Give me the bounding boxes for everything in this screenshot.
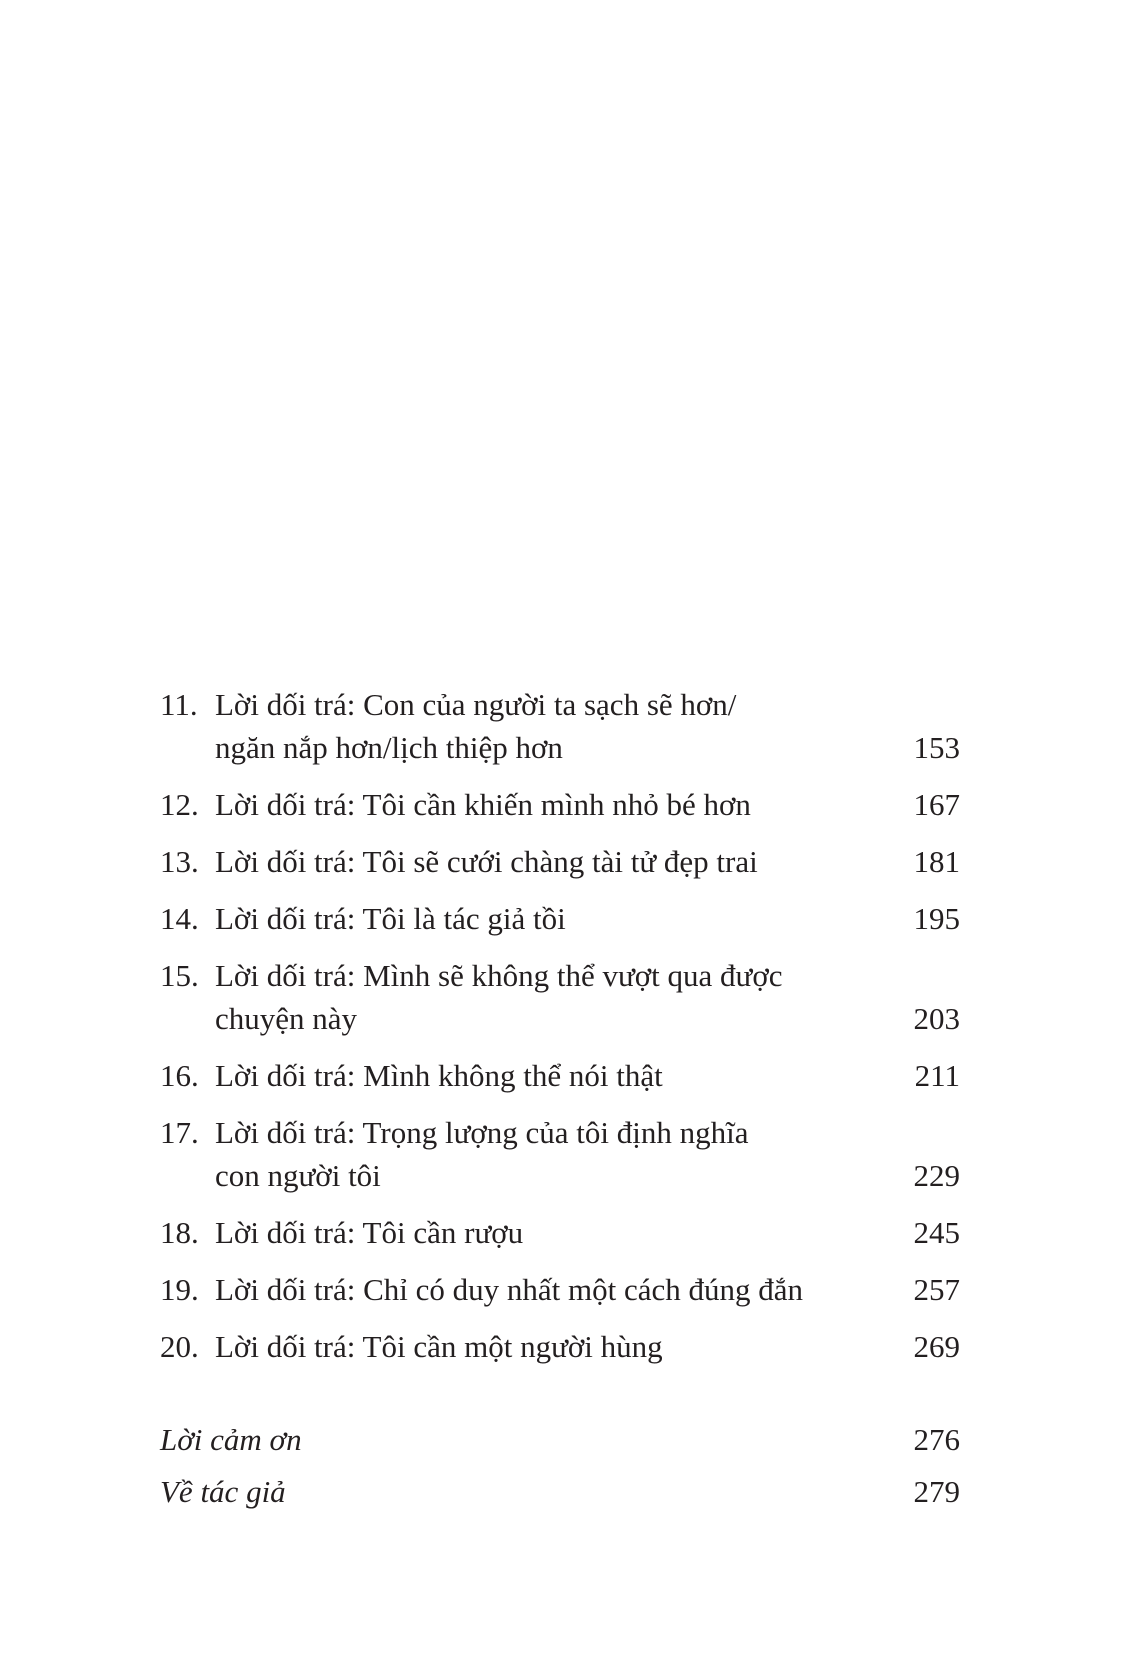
entry-title: Lời dối trá: Mình sẽ không thể vượt qua được xyxy=(215,958,783,993)
back-matter-page-number: 279 xyxy=(913,1474,960,1509)
entry-title-continued: con người tôi xyxy=(215,1158,381,1193)
toc-entry-19 xyxy=(160,1268,960,1311)
entry-page-number: 203 xyxy=(913,1001,960,1036)
entry-number: 15. xyxy=(160,958,199,993)
entry-title: Lời dối trá: Tôi sẽ cưới chàng tài tử đẹp trai xyxy=(215,844,758,879)
entry-title: Lời dối trá: Chỉ có duy nhất một cách đúng đắn xyxy=(215,1272,804,1307)
entry-page-number: 167 xyxy=(913,787,960,822)
entry-title: Lời dối trá: Tôi cần khiến mình nhỏ bé hơn xyxy=(215,787,751,822)
toc-entry-14 xyxy=(160,897,960,940)
entry-page-number: 153 xyxy=(913,730,960,765)
entry-title: Lời dối trá: Tôi cần rượu xyxy=(215,1215,524,1250)
toc-entry-20 xyxy=(160,1325,960,1368)
toc-entry-15 xyxy=(160,954,960,1040)
back-matter-list xyxy=(160,1418,960,1522)
entry-page-number: 245 xyxy=(913,1215,960,1250)
toc-entry-11 xyxy=(160,683,960,769)
entry-page-number: 195 xyxy=(913,901,960,936)
entry-number: 19. xyxy=(160,1272,199,1307)
entry-title: Lời dối trá: Con của người ta sạch sẽ hơn/ xyxy=(215,687,737,722)
toc-entry-18 xyxy=(160,1211,960,1254)
entry-page-number: 257 xyxy=(913,1272,960,1307)
entry-number: 14. xyxy=(160,901,199,936)
entry-title: Lời dối trá: Tôi là tác giả tồi xyxy=(215,901,566,936)
entry-number: 16. xyxy=(160,1058,199,1093)
entry-number: 13. xyxy=(160,844,199,879)
entry-number: 12. xyxy=(160,787,199,822)
entry-title: Lời dối trá: Mình không thể nói thật xyxy=(215,1058,663,1093)
toc-entry-12 xyxy=(160,783,960,826)
back-matter-title: Về tác giả xyxy=(160,1474,286,1509)
toc-entry-13 xyxy=(160,840,960,883)
entry-title-continued: chuyện này xyxy=(215,1001,358,1036)
entry-page-number: 269 xyxy=(913,1329,960,1364)
back-matter-page-number: 276 xyxy=(913,1422,960,1457)
entry-page-number: 181 xyxy=(913,844,960,879)
entry-number: 18. xyxy=(160,1215,199,1250)
entry-number: 20. xyxy=(160,1329,199,1364)
entry-page-number: 229 xyxy=(913,1158,960,1193)
toc-entry-16 xyxy=(160,1054,960,1097)
entry-page-number: 211 xyxy=(914,1058,960,1093)
entry-title-continued: ngăn nắp hơn/lịch thiệp hơn xyxy=(215,730,563,765)
entry-number: 11. xyxy=(160,687,198,722)
entry-number: 17. xyxy=(160,1115,199,1150)
table-of-contents xyxy=(160,683,960,1382)
toc-entry-17 xyxy=(160,1111,960,1197)
back-matter-title: Lời cảm ơn xyxy=(160,1422,302,1457)
back-matter-about-author xyxy=(160,1470,960,1513)
back-matter-acknowledgements xyxy=(160,1418,960,1461)
entry-title: Lời dối trá: Tôi cần một người hùng xyxy=(215,1329,663,1364)
entry-title: Lời dối trá: Trọng lượng của tôi định nghĩa xyxy=(215,1115,749,1150)
